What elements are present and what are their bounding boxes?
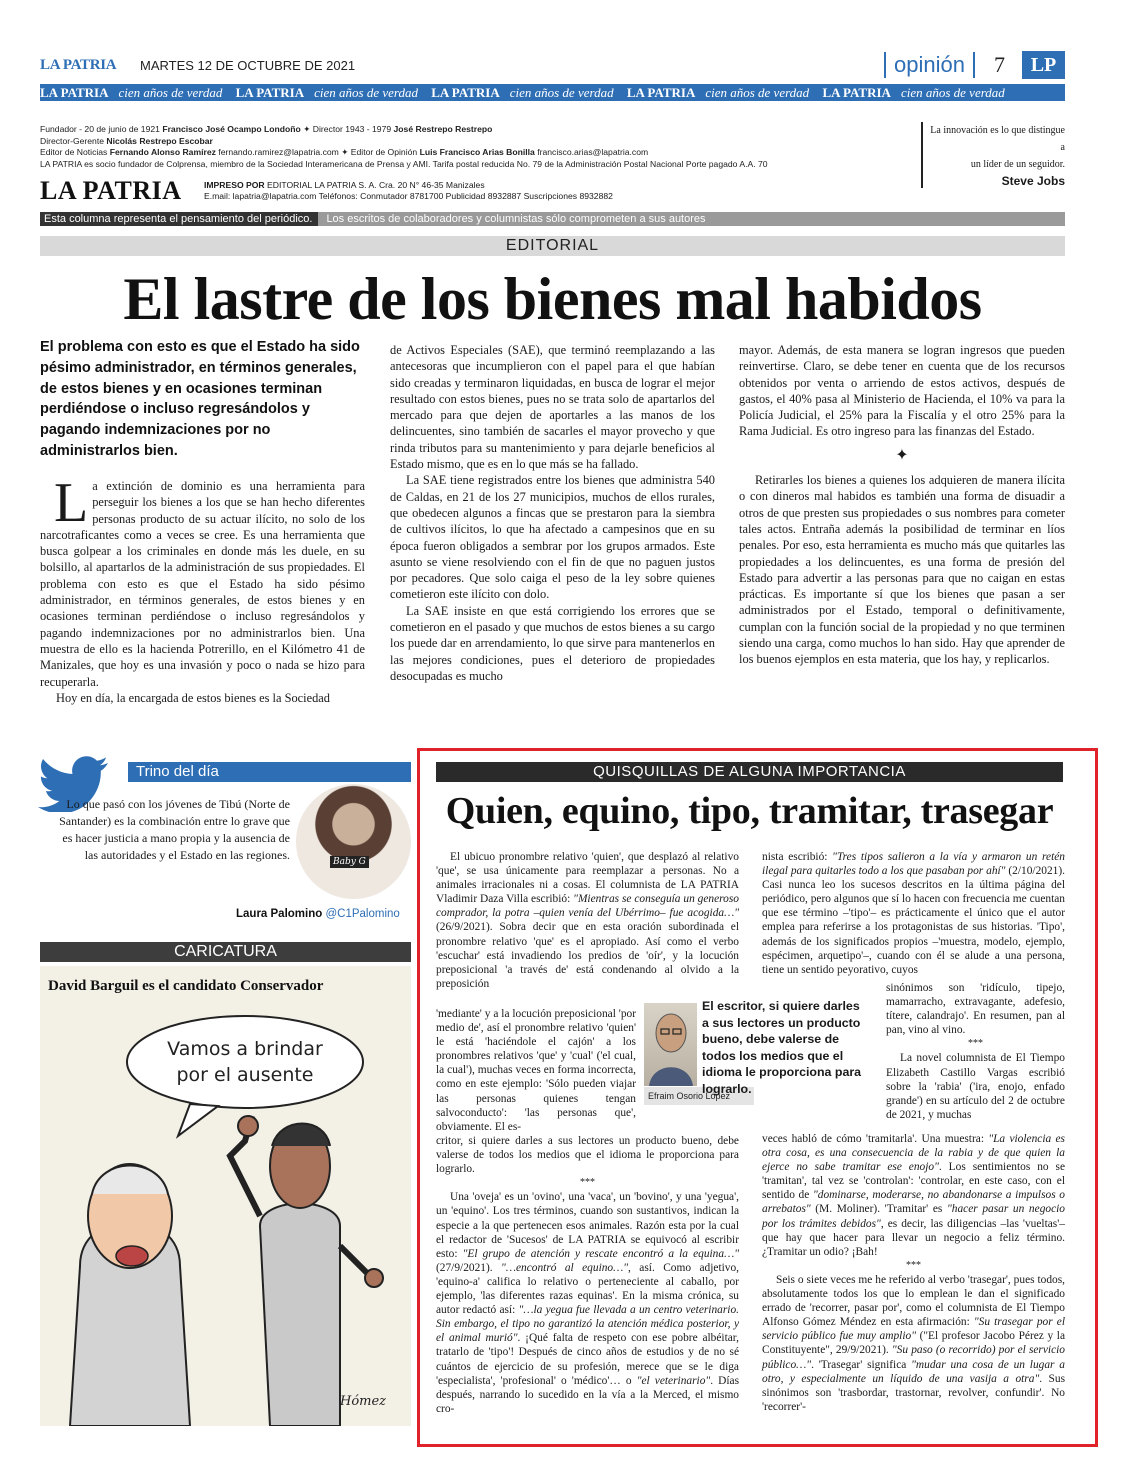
columnist-name: Efraim Osorio López [644, 1087, 754, 1105]
pull-quote: El escritor, si quiere darles a sus lectores un producto bueno, debe valerse de todos los medios que el idioma le proporciona para lograrlo. [702, 999, 862, 1096]
quisquillas-column-1b: 'mediante' y a la locución preposicional 'por medio de', así el pronombre relativo 'quien' le está 'haciéndole el cajón' a los pronombres relativos 'que' y 'cual' ('el cual, la cual'), muchas veces en forma incorrecta, como en este ejemplo: 'Sólo pueden viajar las personas quienes tengan salvoconducto': 'las personas que', obviamente. El es- [436, 1008, 636, 1133]
trino-text: Lo que pasó con los jóvenes de Tibú (Norte de Santander) es la combinación entre lo grave que es hacer justicia a mano propia y la ausencia de las autoridades y el Estado en las regiones. [59, 797, 290, 862]
quisquillas-label: QUISQUILLAS DE ALGUNA IMPORTANCIA [436, 762, 1063, 782]
quisquillas-column-2c: veces habló de cómo 'tramitarla'. Una muestra: "La violencia es otra cosa, es una consecuencia de la rabia y de que quien la ejerce no sabe tramitar ese enojo". Los sentimientos no se 'tramitan', tal vez se 'controlan': 'controlar, en este caso, con el sentido de "dominarse, moderarse, no abandonarse a impulsos o arrebatos" (M. Moliner). 'Tramitar' es "hacer pasar un negocio por los trámites debidos", es decir, las diligencias –las 'vueltas'– que hay que hacer para llevar un negocio a feliz término. ¿Tramitar un odio? ¡Bah! *** Seis o siete veces me he referido al verbo 'trasegar', pues todos, absolutamente todos los que lo emplean le dan el significado errado de 'recorrer, pasar por', como el columnista de El Tiempo Alfonso Gómez Méndez en esta afirmación: "Su trasegar por el servicio público fue muy amplio" ("El profesor Jacobo Pérez y la Constituyente", 29/9/2021). "Su paso (o recorrido) por el servicio público…". 'Trasegar' significa "mudar una cosa de un lugar a otro, y especialmente un líquido de una vasija a otra". Sus sinónimos son 'trasbordar, trastornar, revolver, confundir'. No 'recorrer'- [762, 1133, 1066, 1413]
caricatura-title: David Barguil es el candidato Conservador [48, 978, 324, 994]
section-separator: ✦ [895, 446, 909, 464]
drop-cap: L [54, 472, 89, 534]
editorial-column-3: mayor. Además, de esta manera se logran ingresos que pueden reinvertirse. Claro, se debe tener en cuenta que de los recursos obtenidos por venta o arriendo de estos activos, después de gastos, el 40% pasa al Ministerio de Hacienda, el 10% va para la Policía Judicial, el 25% para la Fiscalía y el otro 25% para la Rama Judicial. Es otro ingreso para las finanzas del Estado. ✦ Retirarles los bienes a quienes los adquieren de manera ilícita o con dineros mal habidos es también una forma de disuadir a otros de que presten sus propiedades o sus nombres para cometer tales actos. Entraña además la posibilidad de terminar en líos penales. Por eso, esta herramienta es mucho más que quitarles las propiedades a los delincuentes, es una forma de presión del Estado para advertir a las personas para que no caigan en estas prácticas. Es importante sí que los bienes que pasan a ser administrados por el Estado, temporal o definitivamente, cumplan con la función social de la propiedad y no que terminen siendo una carga, como muchos lo han sido. Hay que aprender de los buenos ejemplos en esta materia, que los hay, y replicarlos. [739, 343, 1065, 667]
lp-logo: LP [1022, 51, 1065, 79]
cartoon-signature: Hómez [340, 1394, 387, 1409]
quote-author: Steve Jobs [1001, 174, 1065, 188]
caricatura-panel [40, 966, 411, 1426]
shirt-text: Baby G [330, 856, 369, 868]
quisquillas-title: Quien, equino, tipo, tramitar, trasegar [445, 790, 1054, 832]
trino-handle: @C1Palomino [325, 908, 400, 920]
section-name: opinión [884, 52, 975, 78]
masthead-brand: LA PATRIA [40, 57, 117, 73]
page-number: 7 [994, 52, 1005, 77]
notice-bar: Esta columna representa el pensamiento del periódico. Los escritos de colaboradores y columnistas sólo comprometen a sus autores [40, 212, 1065, 226]
editorial-column-1: La extinción de dominio es una herramienta para perseguir los bienes a los que se han hecho diferentes personas producto de su actuar ilícito, no solo de los narcotraficantes como a veces se cree. Es una herramienta que busca golpear a los criminales en donde más les duele, en su bolsillo, al apartarlos de la administración de sus propiedades. El problema con esto es que el Estado ha sido pésimo administrador, en términos generales, de estos bienes y en ocasiones terminan perdiéndose o incluso regresándolos y pagando indemnizaciones por no administrarlos bien. Una muestra de ello es la hacienda Potrerillo, en el Kilómetro 41 de Manizales, que hoy es una invasión y poco o nada se hizo para recuperarla. Hoy en día, la encargada de estos bienes es la Sociedad [40, 472, 365, 705]
masthead-date: MARTES 12 DE OCTUBRE DE 2021 [140, 58, 356, 73]
quisquillas-column-2b: sinónimos son 'ridículo, tipejo, mamarracho, extravagante, adefesio, títere, calandrajo'. En resumen, pan al pan, vino al vino. *** La novel columnista de El Tiempo Elizabeth Castillo Vargas escribió sobre la 'rabia' ('ira, enojo, enfado grande') en su artículo del 2 de octubre de 2021, y muchas [886, 982, 1065, 1121]
quote-text-2: un líder de un seguidor. [970, 159, 1065, 170]
cartoon-speech: Vamos a brindar por el ausente [167, 1038, 323, 1086]
trino-label: Trino del día [128, 762, 411, 782]
printing-info: IMPRESO POR EDITORIAL LA PATRIA S. A. Cra. 20 N° 46-35 Manizales E.mail: lapatria@lapatria.com Teléfonos: Conmutador 8781700 Publicidad 8932887 Suscripciones 8932882 [204, 180, 613, 201]
cartoon-illustration [40, 966, 411, 1426]
quote-of-day [921, 122, 1065, 188]
quisquillas-column-1a: El ubicuo pronombre relativo 'quien', que desplazó al relativo 'que', se usa únicamente para reemplazar a personas. No a animales irracionales ni a cosas. El columnista de LA PATRIA Vladimir Daza Villa escribió: "Mientras se conseguía un generoso comprador, la potra –quien venía del Ubérrimo– fue acogida…" (26/9/2021). Sobra decir que en esta oración subordinada el pronombre relativo 'que' es el apropiado. Así como el verbo 'escuchar' está invadiendo los predios de 'oír', y la locución preposicional 'a través de' está condenando al olvido a la preposición [436, 851, 739, 990]
caricatura-label: CARICATURA [40, 942, 411, 962]
staff-credits: Fundador - 20 de junio de 1921 Francisco José Ocampo Londoño ✦ Director 1943 - 1979 José Restrepo Restrepo Director-Gerente Nicolás Restrepo Escobar Editor de Noticias Fernando Alonso Ramírez fernando.ramirez@lapatria.com ✦ Editor de Opinión Luis Francisco Arias Bonilla francisco.arias@lapatria.com LA PATRIA es socio fundador de Colprensa, miembro de la Sociedad Interamericana de Prensa y AMI. Tarifa postal reducida No. 79 de la Administración Postal Nacional Porte pagado A.A. 70 [40, 124, 768, 169]
trino-author: Laura Palomino @C1Palomino [236, 908, 400, 920]
brand-strip: LA PATRIA cien años de verdad LA PATRIA cien años de verdad LA PATRIA cien años de verdad LA PATRIA cien años de verdad LA PATRIA cien años de verdad [40, 84, 1065, 101]
editorial-label: EDITORIAL [40, 236, 1065, 256]
editorial-lede: El problema con esto es que el Estado ha sido pésimo administrador, en términos generales, de estos bienes y en ocasiones terminan perdiéndose o incluso regresándolos y pagando indemnizaciones por no administrarlos bien. [40, 339, 360, 459]
trino-author-photo [296, 784, 411, 899]
quisquillas-column-1c: critor, si quiere darles a sus lectores un producto bueno, debe valerse de todos los medios que el idioma le proporciona para lograrlo. *** Una 'oveja' es un 'ovino', una 'vaca', un 'bovino', y una 'yegua', un 'equino'. Los tres términos, cuando son sustantivos, indican la especie a la que pertenecen esos animales. Razón esta por la cual el redactor de 'Sucesos' de LA PATRIA se equivocó al escribir esto: "El grupo de atención y rescate encontró a la equina…" (27/9/2021). "…encontró al equino…", así. Como adjetivo, 'equino-a' califica lo relativo o perteneciente al caballo, por ejemplo, 'las diferentes razas equinas'. En la misma crónica, su autor redactó así: "…la yegua fue llevada a un centro veterinario. Sin embargo, el tipo no garantizó la atención médica posterior, y el animal murió". ¡Qué falta de respeto con ese pobre albéitar, tratarlo de 'tipo'! Después de cinco años de estudios y de no sé cuántos de ejercicio de su profesión, merece que se le diga 'especialista', 'profesional' o 'médico'… o "el veterinario". Días después, narrando lo sucedido en la vía a la Merced, el mismo cro- [436, 1135, 740, 1415]
editorial-headline: El lastre de los bienes mal habidos [123, 266, 982, 332]
quote-text-1: La innovación es lo que distingue a [930, 125, 1065, 153]
quisquillas-column-2a: nista escribió: "Tres tipos salieron a la vía y armaron un retén ilegal para quitarles todo a los que pasaban por ahí" (2/10/2021). Casi nunca leo los sucesos descritos en la última página del periódico, pero algunos que sí lo hacen con frecuencia me cuentan que ese término –'tipo'– es prácticamente el único que el autor emplea para referirse a los protagonistas de sus historias. 'Tipo', además de los significados propios –'muestra, modelo, ejemplo, espécimen, arquetipo'–, cuando con él se alude a una persona, tiene un sentido peyorativo, cuyos [762, 851, 1066, 976]
paper-name: LA PATRIA [40, 176, 182, 205]
editorial-column-2: de Activos Especiales (SAE), que terminó reemplazando a las antecesoras que incumplieron con el papel para el que habían sido creadas y terminaron liquidadas, en busca de lograr el mejor resultado con estos bienes, pues no se trata solo de apartarlos del mercado para que dejen de aportarles a las manos de los delincuentes, sino también de sacarles el mayor provecho y que rinda tributos para su mantenimiento y para dejarle beneficios al Estado mismo, que es en lo que más se ha fallado. La SAE tiene registrados entre los bienes que administra 540 de Caldas, en 21 de los 27 municipios, muchos de ellos rurales, que obedecen algunos a fincas que se prestaron para la siembra de cultivos ilícitos, lo que ha afectado a campesinos que en su época fueron obligados a sembrar por los grupos armados. Este asunto se viene resolviendo con el fin de que no paguen justos por pecadores. Que solo caiga el peso de la ley sobre quienes cometieron este ilícito con dolo. La SAE insiste en que está corrigiendo los errores que se cometieron en el pasado y que muchos de estos bienes a su cargo los puede dar en arrendamiento, lo que sirve para mantenerlos en las mejores condiciones, pues el deterioro de propiedades desocupadas es mucho [390, 343, 715, 683]
columnist-photo [644, 1003, 697, 1086]
